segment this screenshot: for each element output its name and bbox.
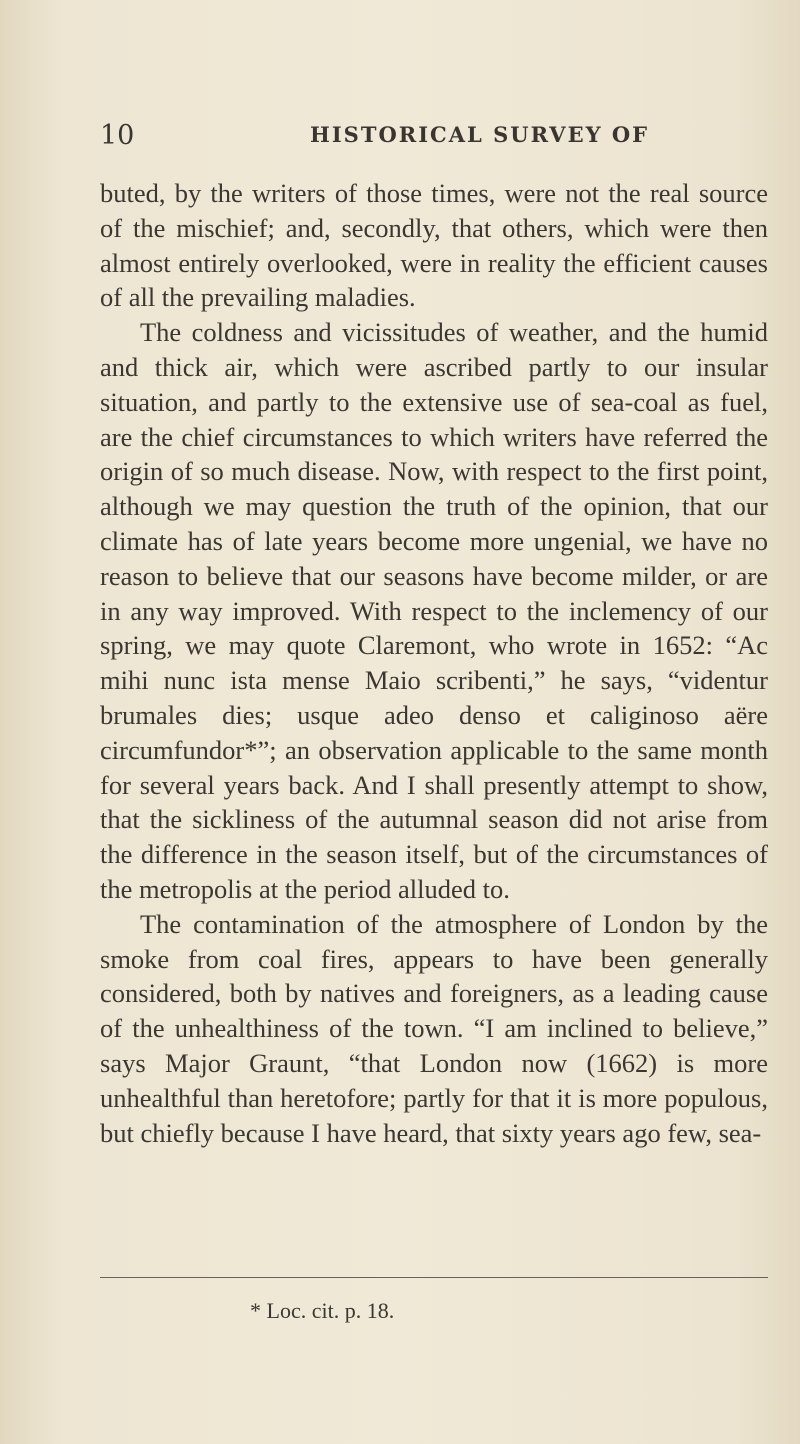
- running-head: HISTORICAL SURVEY OF: [310, 122, 650, 147]
- paragraph-1: buted, by the writers of those times, were not the real source of the mischief; and, secondly, that others, which were then almost entirely overlooked, were in reality the efficient causes of all the prevailing maladies.: [100, 178, 768, 313]
- paragraph-3: The contamination of the atmosphere of London by the smoke from coal fires, appears to have been generally considered, both by natives and foreigners, as a leading cause of the unhealthiness of the town. “I am inclined to believe,” says Major Graunt, “that London now (1662) is more unhealthful than heretofore; partly for that it is more populous, but chiefly because I have heard, that sixty years ago few, sea-: [100, 908, 768, 1148]
- paragraph-2: The coldness and vicissitudes of weather, and the humid and thick air, which were ascribed partly to our insular situation, and partly to the extensive use of sea-coal as fuel, are the chief circumstances to which writers have referred the origin of so much disease. Now, with respect to the first point, although we may question the truth of the opinion, that our climate has of late years become more ungenial, we have no reason to believe that our seasons have become milder, or are in any way improved. With respect to the inclemency of our spring, we may quote Claremont, who wrote in 1652: “Ac mihi nunc ista mense Maio scribenti,” he says, “videntur brumales dies; usque adeo denso et caliginoso aëre circumfundor*”; an observation applicable to the same month for several years back. And I shall presently attempt to show, that the sickliness of the autumnal season did not arise from the difference in the season itself, but of the circumstances of the metropolis at the period alluded to.: [100, 317, 768, 904]
- footnote: * Loc. cit. p. 18.: [250, 1298, 395, 1323]
- page-header: [0, 120, 800, 160]
- page-number: 10: [100, 120, 135, 151]
- footnote-divider: [100, 1277, 768, 1278]
- body-text: [100, 176, 768, 1150]
